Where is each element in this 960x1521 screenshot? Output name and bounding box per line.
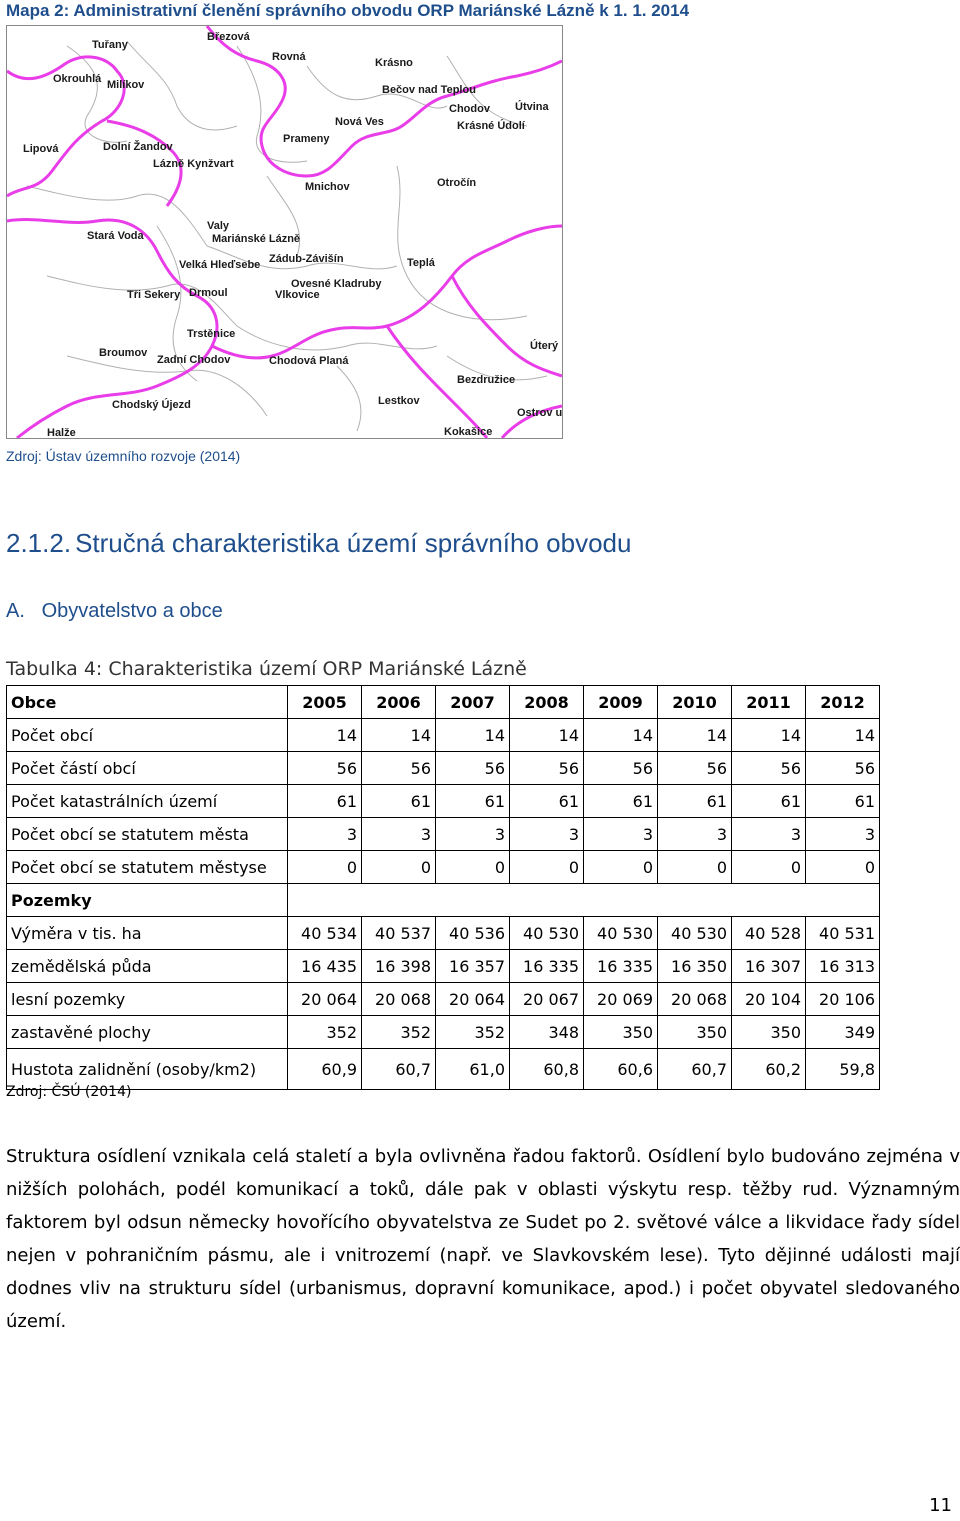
table-cell: 0	[288, 851, 362, 884]
subsection-letter: A.	[6, 600, 25, 622]
table-cell: 16 313	[806, 950, 880, 983]
svg-text:Broumov: Broumov	[99, 347, 148, 359]
table-source: Zdroj: ČSÚ (2014)	[6, 1084, 132, 1100]
table-cell: 350	[584, 1016, 658, 1049]
svg-text:Bezdružice: Bezdružice	[457, 374, 516, 386]
table-cell: 61	[658, 785, 732, 818]
page-number: 11	[929, 1495, 952, 1516]
table-cell: 16 435	[288, 950, 362, 983]
svg-text:Nová Ves: Nová Ves	[335, 116, 384, 128]
svg-text:Březová: Březová	[207, 31, 250, 43]
administrative-map	[6, 25, 563, 439]
svg-text:Tuřany: Tuřany	[92, 39, 128, 51]
table-cell: 352	[436, 1016, 510, 1049]
svg-text:Halže: Halže	[47, 427, 76, 438]
table-cell: 40 536	[436, 917, 510, 950]
svg-text:Vlkovice: Vlkovice	[275, 289, 320, 301]
svg-text:Rovná: Rovná	[272, 51, 306, 63]
svg-text:Chodov: Chodov	[449, 103, 490, 115]
table-cell: 0	[436, 851, 510, 884]
table-cell: 3	[732, 818, 806, 851]
svg-text:Dolní Žandov: Dolní Žandov	[103, 141, 173, 153]
table-cell: 14	[658, 719, 732, 752]
table-cell: 61	[584, 785, 658, 818]
svg-text:Tři Sekery: Tři Sekery	[127, 289, 181, 301]
column-header: 2007	[436, 686, 510, 719]
column-header: 2011	[732, 686, 806, 719]
svg-text:Chodský Újezd: Chodský Újezd	[112, 399, 191, 411]
body-paragraph: Struktura osídlení vznikala celá staletí a byla ovlivněna řadou faktorů. Osídlení bylo budováno zejména v nižších polohách, podél komunikací a toků, dále pak v oblasti výskytu resp. těžby rud. Významným faktorem byl odsun německy hovořícího obyvatelstva ze Sudet po 2. světové válce a likvidace řady sídel nejen v pohraničním pásmu, ale i vnitrozemí (např. ve Slavkovském lese). Tyto dějinné události mají dodnes vliv na strukturu sídel (urbanismus, dopravní komunikace, apod.) i počet obyvatel sledovaného území.	[6, 1146, 960, 1332]
table-cell: 20 068	[658, 983, 732, 1016]
table-row	[7, 785, 880, 818]
table-cell: 40 531	[806, 917, 880, 950]
table-cell: 59,8	[806, 1049, 880, 1090]
svg-text:Krásné Údolí: Krásné Údolí	[457, 120, 525, 132]
svg-text:Okrouhlá: Okrouhlá	[53, 73, 102, 85]
map-source: Zdroj: Ústav územního rozvoje (2014)	[6, 448, 241, 464]
table-cell: 348	[510, 1016, 584, 1049]
table-body	[7, 719, 880, 1090]
svg-text:Bečov nad Teplou: Bečov nad Teplou	[382, 84, 476, 96]
table-cell: 3	[658, 818, 732, 851]
row-label: Hustota zalidnění (osoby/km2)	[7, 1049, 288, 1090]
table-cell: 3	[288, 818, 362, 851]
table-row	[7, 917, 880, 950]
table-cell: 56	[510, 752, 584, 785]
table-cell: 61,0	[436, 1049, 510, 1090]
svg-text:Stará Voda: Stará Voda	[87, 230, 144, 242]
svg-text:Milíkov: Milíkov	[107, 79, 145, 91]
table-cell: 61	[732, 785, 806, 818]
table-cell: 56	[584, 752, 658, 785]
empty-cell	[288, 884, 880, 917]
table-cell: 349	[806, 1016, 880, 1049]
svg-text:Chodová Planá: Chodová Planá	[269, 355, 349, 367]
svg-text:Lestkov: Lestkov	[378, 395, 420, 407]
table-cell: 20 068	[362, 983, 436, 1016]
table-cell: 3	[436, 818, 510, 851]
table-cell: 40 534	[288, 917, 362, 950]
table-cell: 3	[510, 818, 584, 851]
svg-text:Drmoul: Drmoul	[189, 287, 228, 299]
row-label: zastavěné plochy	[7, 1016, 288, 1049]
table-cell: 40 530	[584, 917, 658, 950]
table-cell: 16 398	[362, 950, 436, 983]
table-cell: 40 530	[510, 917, 584, 950]
column-header: 2005	[288, 686, 362, 719]
table-cell: 56	[806, 752, 880, 785]
table-cell: 350	[732, 1016, 806, 1049]
column-header: 2008	[510, 686, 584, 719]
table-section-row	[7, 884, 880, 917]
table-cell: 3	[806, 818, 880, 851]
map-svg	[7, 26, 562, 438]
table-cell: 56	[436, 752, 510, 785]
table-row	[7, 1016, 880, 1049]
svg-text:Lázně Kynžvart: Lázně Kynžvart	[153, 158, 234, 170]
table-row	[7, 950, 880, 983]
table-cell: 20 104	[732, 983, 806, 1016]
table-cell: 60,7	[658, 1049, 732, 1090]
svg-text:Ostrov u: Ostrov u	[517, 407, 562, 419]
table-header-row	[7, 686, 880, 719]
table-cell: 20 067	[510, 983, 584, 1016]
row-label: Počet částí obcí	[7, 752, 288, 785]
table-cell: 16 307	[732, 950, 806, 983]
svg-text:Ovesné Kladruby: Ovesné Kladruby	[291, 278, 382, 290]
table-cell: 61	[288, 785, 362, 818]
table-cell: 16 357	[436, 950, 510, 983]
table-cell: 14	[510, 719, 584, 752]
subsection-heading	[6, 600, 223, 623]
svg-text:Mariánské Lázně: Mariánské Lázně	[212, 233, 301, 245]
table-cell: 0	[658, 851, 732, 884]
section-heading	[6, 528, 631, 559]
svg-text:Mnichov: Mnichov	[305, 181, 350, 193]
table-cell: 350	[658, 1016, 732, 1049]
table-cell: 60,7	[362, 1049, 436, 1090]
table-cell: 60,8	[510, 1049, 584, 1090]
svg-text:Zadní Chodov: Zadní Chodov	[157, 354, 231, 366]
table-cell: 60,6	[584, 1049, 658, 1090]
table-cell: 14	[584, 719, 658, 752]
svg-text:Teplá: Teplá	[407, 257, 435, 269]
table-cell: 0	[510, 851, 584, 884]
svg-text:Kokašice: Kokašice	[444, 426, 493, 438]
column-header: 2006	[362, 686, 436, 719]
table-cell: 352	[362, 1016, 436, 1049]
svg-text:Krásno: Krásno	[375, 57, 413, 69]
table-cell: 3	[584, 818, 658, 851]
table-row	[7, 818, 880, 851]
row-label: lesní pozemky	[7, 983, 288, 1016]
svg-text:Lipová: Lipová	[23, 143, 59, 155]
table-row	[7, 752, 880, 785]
table-cell: 61	[362, 785, 436, 818]
table-cell: 16 335	[510, 950, 584, 983]
table-cell: 0	[806, 851, 880, 884]
table-cell: 40 530	[658, 917, 732, 950]
table-cell: 14	[732, 719, 806, 752]
table-cell: 20 064	[436, 983, 510, 1016]
row-label: Počet obcí se statutem města	[7, 818, 288, 851]
svg-text:Valy: Valy	[207, 220, 230, 232]
svg-text:Úterý: Úterý	[530, 340, 559, 352]
table-cell: 60,9	[288, 1049, 362, 1090]
row-label: Počet obcí se statutem městyse	[7, 851, 288, 884]
subsection-title: Obyvatelstvo a obce	[41, 600, 223, 622]
table-cell: 40 528	[732, 917, 806, 950]
row-label: Počet katastrálních území	[7, 785, 288, 818]
table-cell: 61	[510, 785, 584, 818]
column-header: Obce	[7, 686, 288, 719]
svg-text:Zádub-Závišín: Zádub-Závišín	[269, 253, 344, 265]
table-cell: 14	[362, 719, 436, 752]
svg-text:Trstěnice: Trstěnice	[187, 328, 236, 340]
column-header: 2012	[806, 686, 880, 719]
table-cell: 16 350	[658, 950, 732, 983]
table-cell: 20 069	[584, 983, 658, 1016]
table-cell: 56	[362, 752, 436, 785]
table-cell: 14	[288, 719, 362, 752]
table-cell: 0	[362, 851, 436, 884]
table-cell: 3	[362, 818, 436, 851]
section-number: 2.1.2.	[6, 528, 72, 558]
characteristics-table	[6, 685, 880, 1090]
table-cell: 56	[658, 752, 732, 785]
map-caption: Mapa 2: Administrativní členění správního obvodu ORP Mariánské Lázně k 1. 1. 2014	[6, 1, 690, 20]
svg-text:Prameny: Prameny	[283, 133, 330, 145]
svg-text:Otročín: Otročín	[437, 177, 477, 189]
table-cell: 56	[288, 752, 362, 785]
table-cell: 16 335	[584, 950, 658, 983]
table-cell: 352	[288, 1016, 362, 1049]
table-cell: 20 106	[806, 983, 880, 1016]
row-label: zemědělská půda	[7, 950, 288, 983]
column-header: 2009	[584, 686, 658, 719]
table-cell: 60,2	[732, 1049, 806, 1090]
table-row	[7, 719, 880, 752]
table-cell: 61	[436, 785, 510, 818]
row-label: Počet obcí	[7, 719, 288, 752]
table-row	[7, 851, 880, 884]
table-cell: 40 537	[362, 917, 436, 950]
column-header: 2010	[658, 686, 732, 719]
table-cell: 0	[732, 851, 806, 884]
section-title: Stručná charakteristika území správního obvodu	[75, 528, 632, 558]
table-cell: 14	[806, 719, 880, 752]
svg-text:Velká Hleďsebe: Velká Hleďsebe	[179, 259, 261, 271]
svg-text:Útvina: Útvina	[515, 101, 549, 113]
row-label: Výměra v tis. ha	[7, 917, 288, 950]
section-label: Pozemky	[7, 884, 288, 917]
table-cell: 61	[806, 785, 880, 818]
table-cell: 20 064	[288, 983, 362, 1016]
table-caption: Tabulka 4: Charakteristika území ORP Mariánské Lázně	[6, 658, 527, 680]
table-cell: 14	[436, 719, 510, 752]
table-row	[7, 983, 880, 1016]
table-cell: 0	[584, 851, 658, 884]
map-place-labels	[23, 31, 562, 438]
table-cell: 56	[732, 752, 806, 785]
table-row	[7, 1049, 880, 1090]
